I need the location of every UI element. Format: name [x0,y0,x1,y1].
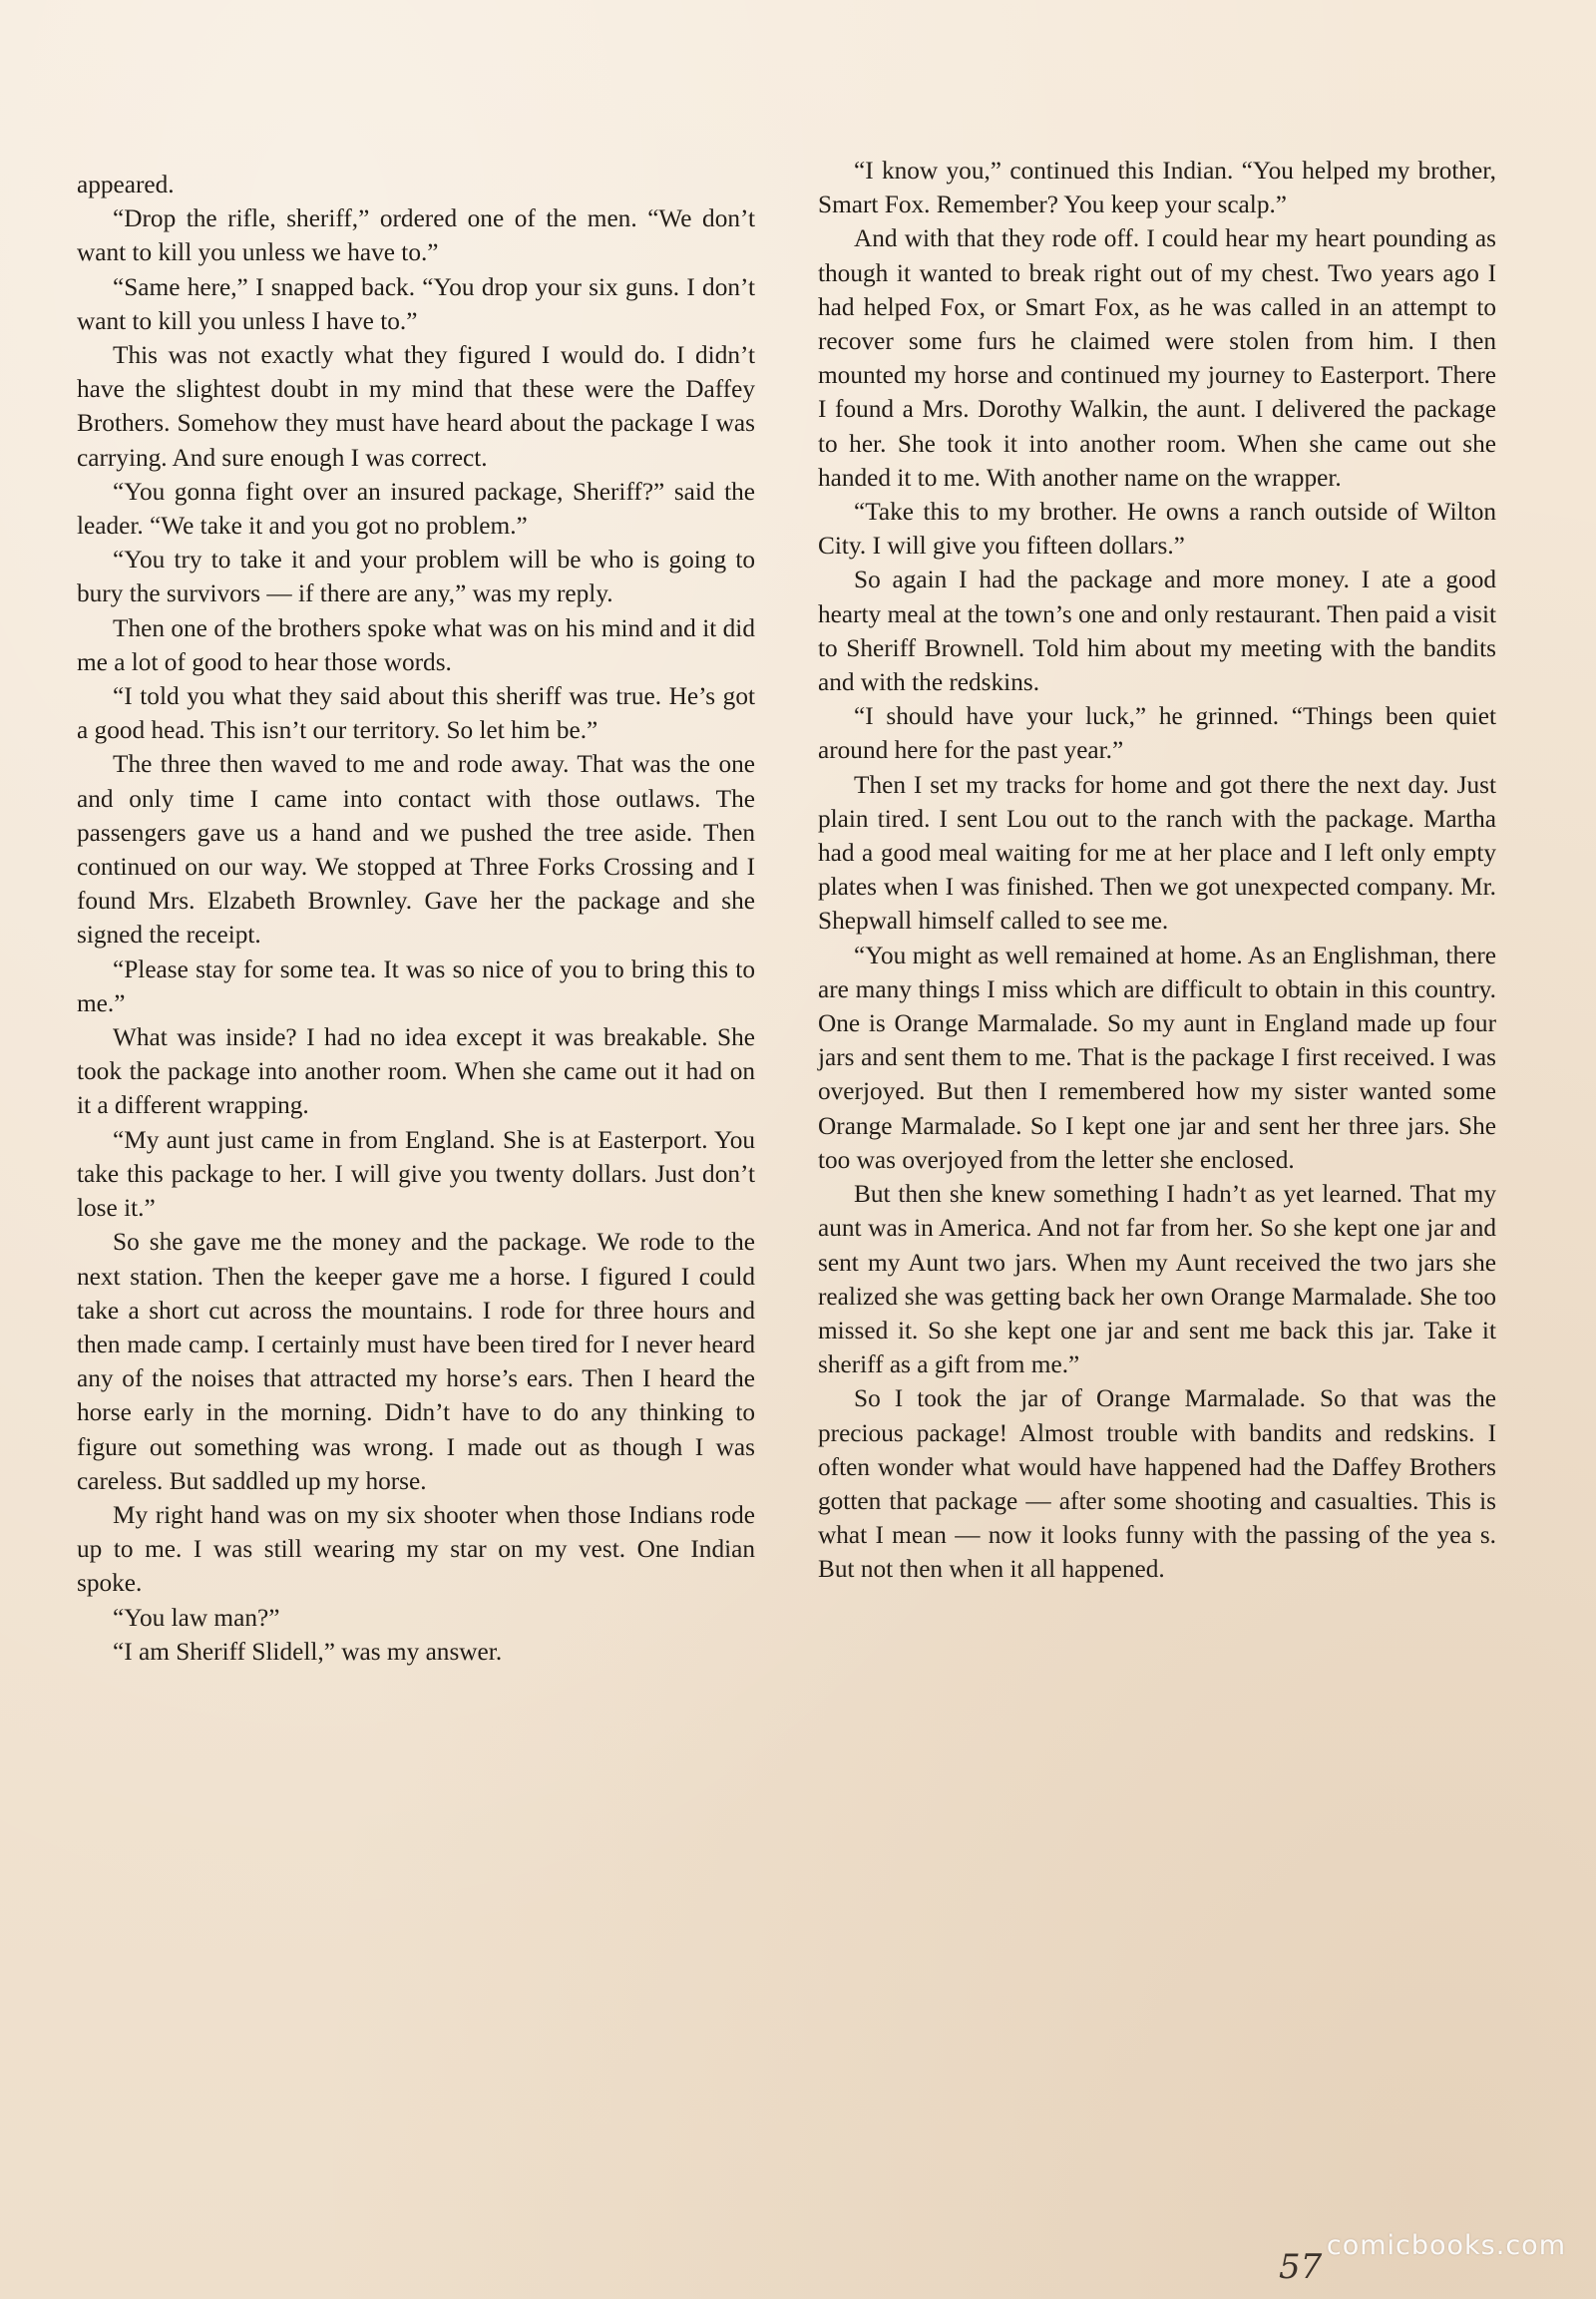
paragraph: “You law man?” [113,1603,280,1632]
paragraph: My right hand was on my six shooter when those Indians rode up to me. I was still wearing my star on my vest. One Indian spoke. [77,1500,755,1598]
paragraph: appeared. [77,171,175,198]
paragraph: What was inside? I had no idea except it was breakable. She took the package into another room. When she came out it had on it a different wrapping. [77,1023,755,1120]
page-number: 57 [1279,2247,1323,2287]
paragraph: “You might as well remained at home. As an Englishman, there are many things I miss which are difficult to obtain in this country. One is Orange Marmalade. So my aunt in England made up four jars and sent them to me. That is the package I first received. I was overjoyed. But then I remembered how my sister wanted some Orange Marmalade. So I kept one jar and sent her three jars. She too was overjoyed from the letter she enclosed. [818,941,1496,1174]
right-text-column [818,154,1496,1587]
paragraph: Then one of the brothers spoke what was on his mind and it did me a lot of good to hear those words. [77,613,755,676]
paragraph: Then I set my tracks for home and got there the next day. Just plain tired. I sent Lou out to the ranch with the package. Martha had a good meal waiting for me at her place and I left only empty plates when I was finished. Then we got unexpected company. Mr. Shepwall himself called to see me. [818,770,1496,936]
paragraph: So she gave me the money and the package. We rode to the next station. Then the keeper gave me a horse. I figured I could take a short cut across the mountains. I rode for three hours and then made camp. I certainly must have been tired for I never heard any of the noises that attracted my horse’s ears. Then I heard the horse early in the morning. Didn’t have to do any thinking to figure out something was wrong. I made out as though I was careless. But saddled up my horse. [77,1228,755,1495]
paragraph: “You gonna fight over an insured package, Sheriff?” said the leader. “We take it and you got no problem.” [77,477,755,541]
paragraph: “Take this to my brother. He owns a ranch outside of Wilton City. I will give you fifteen dollars.” [818,498,1496,561]
paragraph: “I told you what they said about this sheriff was true. He’s got a good head. This isn’t our territory. So let him be.” [77,682,755,745]
left-text-column [77,168,755,1669]
faded-header-bleed [70,92,1526,152]
paragraph: “You try to take it and your problem will be who is going to bury the survivors — if there are any,” was my reply. [77,546,755,608]
paragraph: So again I had the package and more money. I ate a good hearty meal at the town’s one and only restaurant. Then paid a visit to Sheriff Brownell. Told him about my meeting with the bandits and with the redskins. [818,566,1496,697]
paragraph: “Drop the rifle, sheriff,” ordered one of the men. “We don’t want to kill you unless we have to.” [77,204,755,267]
paragraph: “Same here,” I snapped back. “You drop your six guns. I don’t want to kill you unless I have to.” [77,272,755,335]
paragraph: So I took the jar of Orange Marmalade. So that was the precious package! Almost trouble with bandits and redskins. I often wonder what would have happened had the Daffey Brothers gotten that package — after some shooting and casualties. This is what I mean — now it looks funny with the passing of the yea s. But not then when it all happened. [818,1384,1496,1584]
paragraph: “My aunt just came in from England. She is at Easterport. You take this package to her. I will give you twenty dollars. Just don’t lose it.” [77,1125,755,1223]
paragraph: This was not exactly what they figured I would do. I didn’t have the slightest doubt in my mind that these were the Daffey Brothers. Somehow they must have heard about the package I was carrying. And sure enough I was correct. [77,341,755,472]
paragraph: “Please stay for some tea. It was so nice of you to bring this to me.” [77,955,755,1017]
paragraph: “I should have your luck,” he grinned. “Things been quiet around here for the past year.” [818,702,1496,765]
paragraph: “I know you,” continued this Indian. “You helped my brother, Smart Fox. Remember? You keep your scalp.” [818,157,1496,219]
paragraph: And with that they rode off. I could hear my heart pounding as though it wanted to break right out of my chest. Two years ago I had helped Fox, or Smart Fox, as he was called in an attempt to recover some furs he claimed were stolen from him. I then mounted my horse and continued my journey to Easterport. There I found a Mrs. Dorothy Walkin, the aunt. I delivered the package to her. She took it into another room. When she came out she handed it to me. With another name on the wrapper. [818,224,1496,492]
site-watermark: comicbooks.com [1326,2230,1566,2261]
paragraph: “I am Sheriff Slidell,” was my answer. [113,1637,503,1666]
paragraph: The three then waved to me and rode away. That was the one and only time I came into contact with those outlaws. The passengers gave us a hand and we pushed the tree aside. Then continued on our way. We stopped at Three Forks Crossing and I found Mrs. Elzabeth Brownley. Gave her the package and she signed the receipt. [77,750,755,950]
paragraph: But then she knew something I hadn’t as yet learned. That my aunt was in America. And not far from her. So she kept one jar and sent my Aunt two jars. When my Aunt received the two jars she realized she was getting back her own Orange Marmalade. She too missed it. So she kept one jar and sent me back this jar. Take it sheriff as a gift from me.” [818,1180,1496,1379]
